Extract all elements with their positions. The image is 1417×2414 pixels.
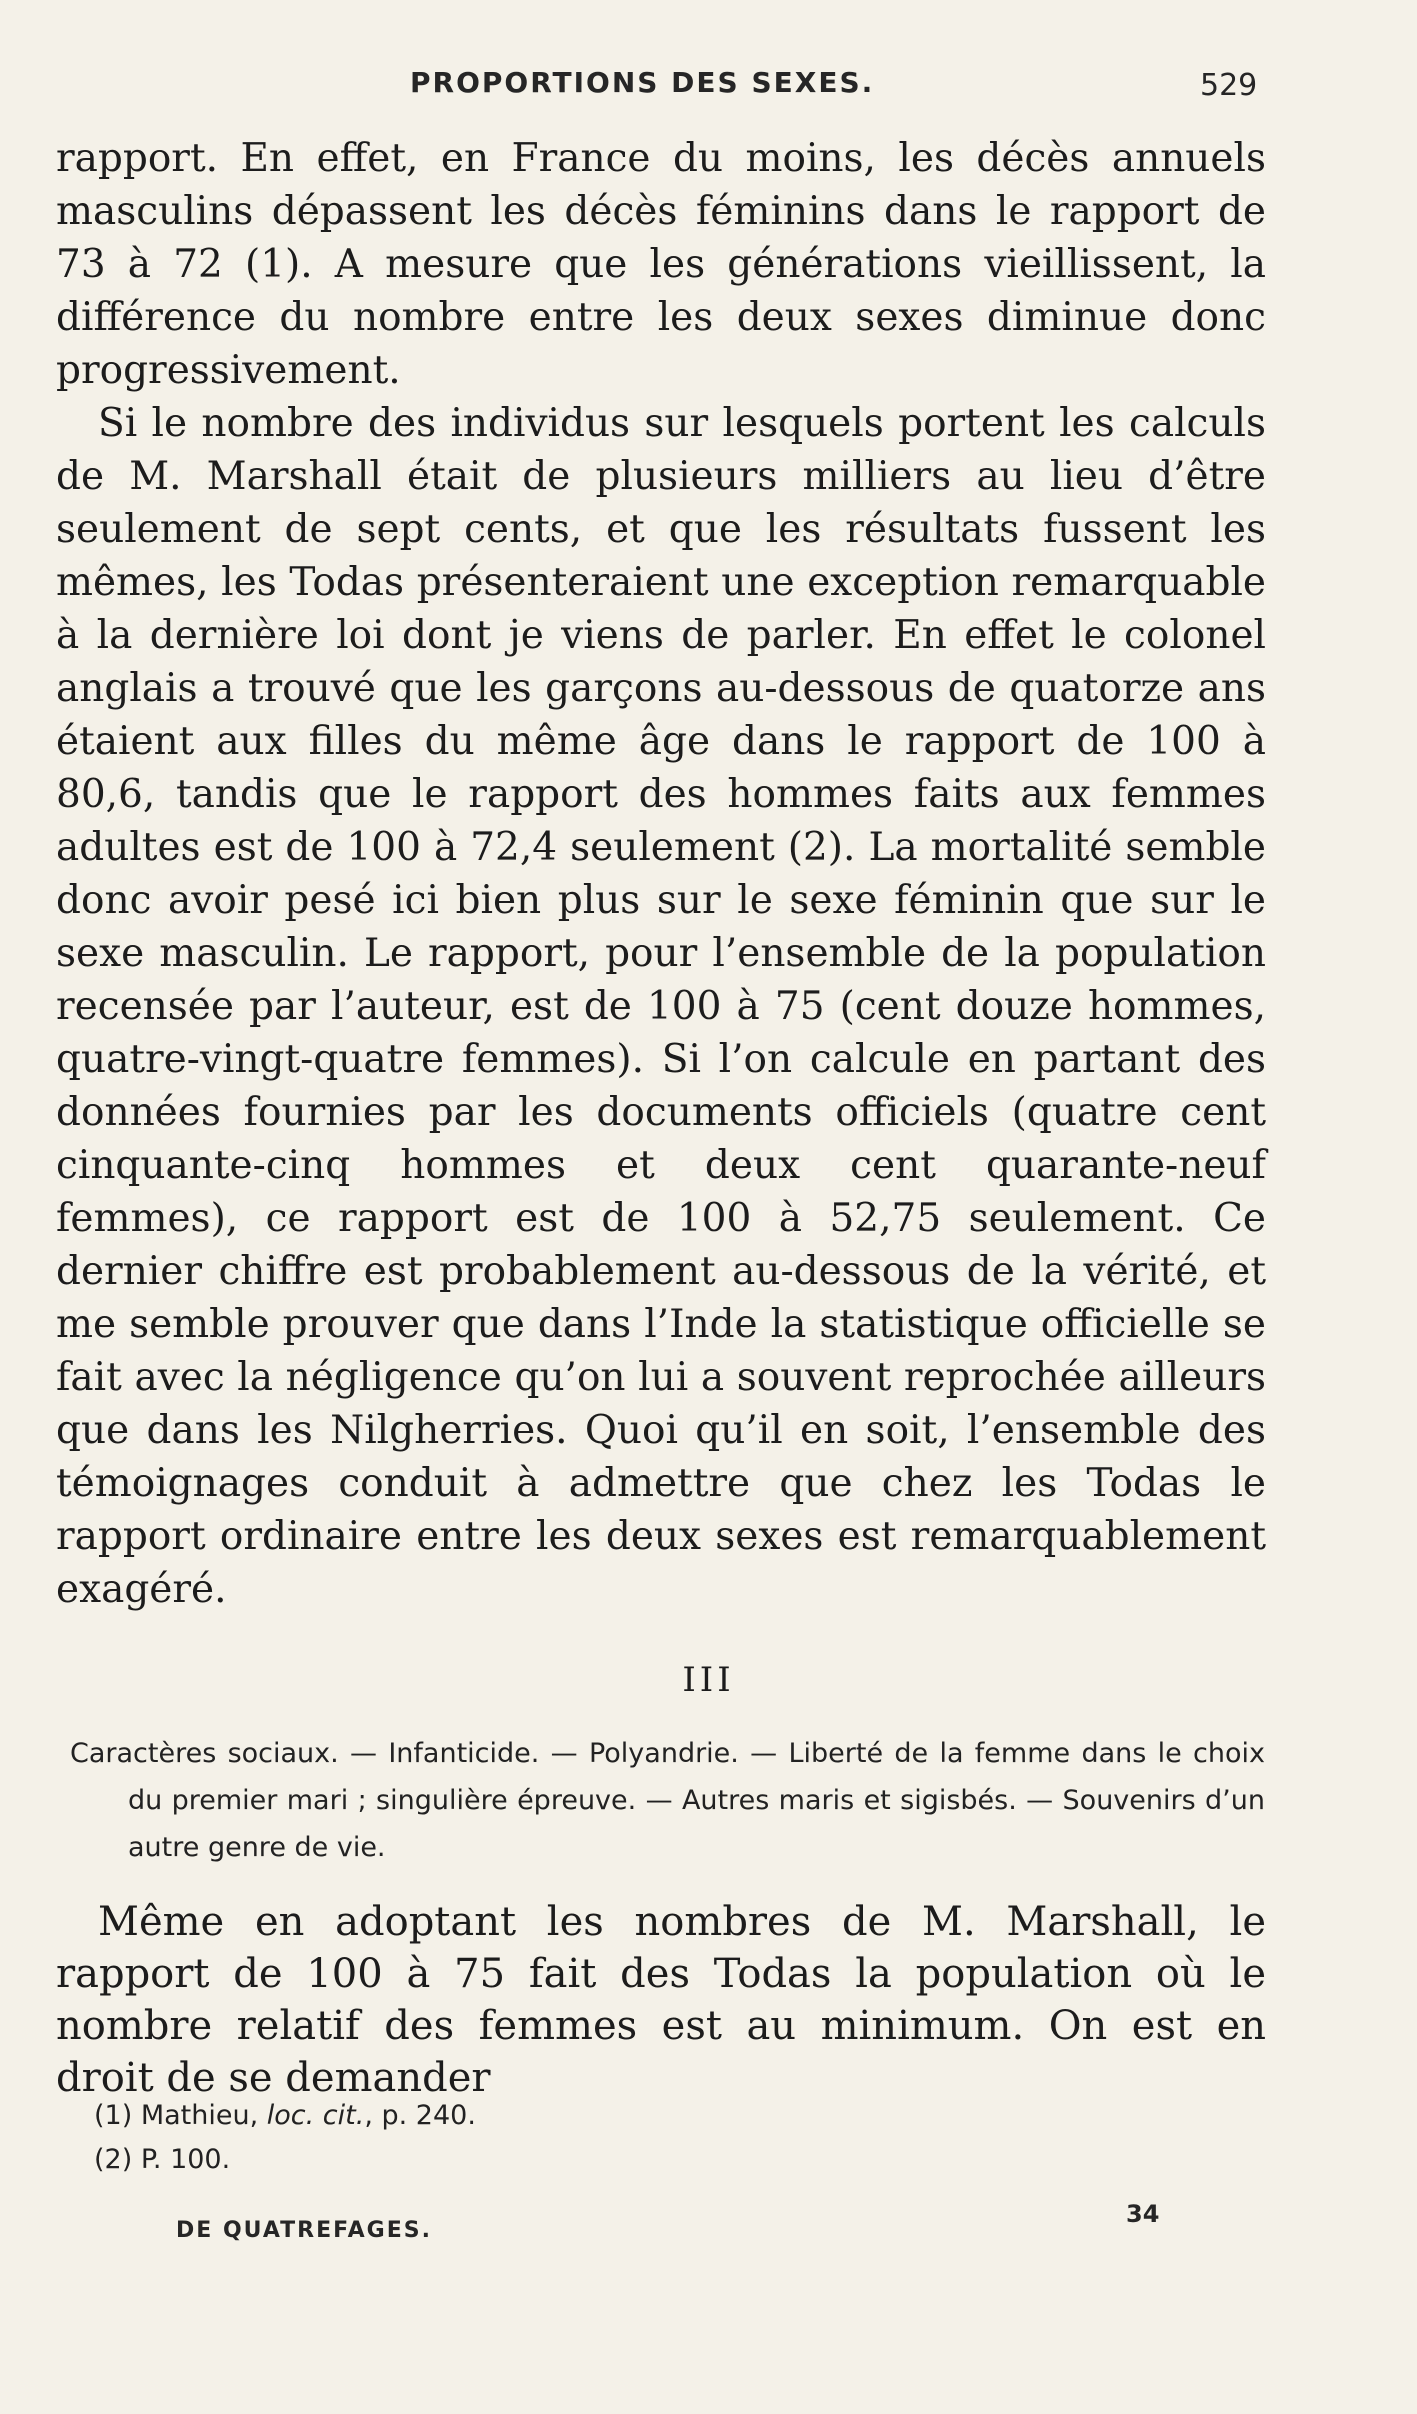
footnote-2: (2) P. 100.	[94, 2144, 231, 2175]
paragraph-section-opening: Même en adoptant les nombres de M. Marshall, le rapport de 100 à 75 fait des Todas la population où le nombre relatif des femmes est au minimum. On est en droit de se demander	[56, 1899, 1266, 2101]
page-number: 529	[1200, 68, 1258, 103]
running-head	[0, 66, 1417, 106]
section-numeral: III	[682, 1660, 735, 1700]
footnotes	[94, 2094, 476, 2182]
footnote-1-page: , p. 240.	[364, 2100, 476, 2131]
section-text	[56, 1896, 1266, 2104]
sheet-number: 34	[1126, 2200, 1160, 2228]
running-title: PROPORTIONS DES SEXES.	[410, 66, 875, 99]
paragraph-marshall: Si le nombre des individus sur lesquels portent les calculs de M. Marshall était de plusieurs milliers au lieu d’être seulement de sept cents, et que les résultats fussent les mêmes, les Todas présenteraient une exception remarquable à la dernière loi dont je viens de parler. En effet le colonel anglais a trouvé que les garçons au-dessous de quatorze ans étaient aux filles du même âge dans le rapport de 100 à 80,6, tandis que le rapport des hommes faits aux femmes adultes est de 100 à 72,4 seulement (2). La mortalité semble donc avoir pesé ici bien plus sur le sexe féminin que sur le sexe masculin. Le rapport, pour l’ensemble de la population recensée par l’auteur, est de 100 à 75 (cent douze hommes, quatre-vingt-quatre femmes). Si l’on calcule en partant des données fournies par les documents officiels (quatre cent cinquante-cinq hommes et deux cent quarante-neuf femmes), ce rapport est de 100 à 52,75 seulement. Ce dernier chiffre est probablement au-dessous de la vérité, et me semble prouver que dans l’Inde la statistique officielle se fait avec la négligence qu’on lui a souvent reprochée ailleurs que dans les Nilgherries. Quoi qu’il en soit, l’ensemble des témoignages conduit à admettre que chez les Todas le rapport ordinaire entre les deux sexes est remarquablement exagéré.	[56, 401, 1266, 1612]
section-summary-text: Caractères sociaux. — Infanticide. — Polyandrie. — Liberté de la femme dans le choix du premier mari ; singulière épreuve. — Autres maris et sigisbés. — Souvenirs d’un autre genre de vie.	[70, 1738, 1265, 1863]
paragraph-continued: rapport. En effet, en France du moins, les décès annuels masculins dépassent les décès féminins dans le rapport de 73 à 72 (1). A mesure que les générations vieillissent, la différence du nombre entre les deux sexes diminue donc progressivement.	[56, 136, 1266, 393]
footnote-1	[94, 2094, 476, 2138]
footnote-1-author: (1) Mathieu,	[94, 2100, 259, 2131]
printer-signature: DE QUATREFAGES.	[176, 2218, 432, 2243]
main-text	[56, 132, 1266, 1616]
footnote-1-reference: loc. cit.	[266, 2100, 365, 2131]
section-summary	[70, 1730, 1265, 1871]
